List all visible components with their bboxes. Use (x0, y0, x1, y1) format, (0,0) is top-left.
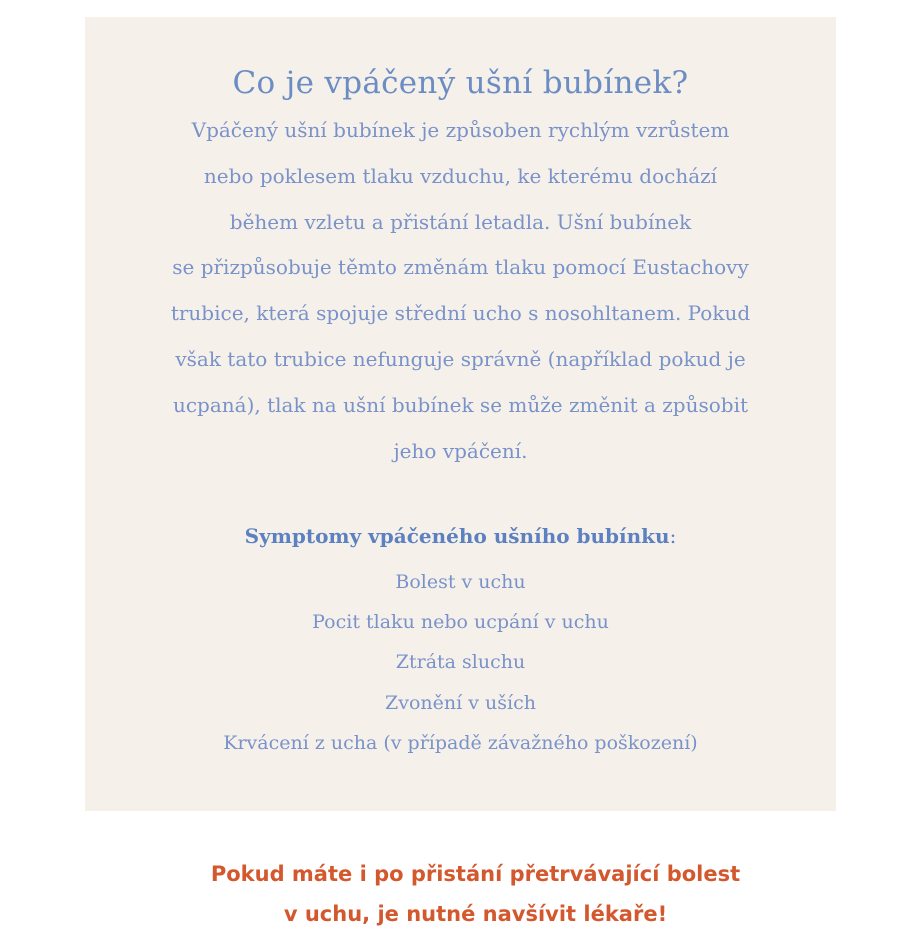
symptoms-heading (85, 521, 836, 551)
intro-paragraph (113, 108, 808, 474)
warning-line: Pokud máte i po přistání přetrvávající bolest (210, 862, 741, 886)
list-item: Zvonění v uších (385, 691, 536, 714)
card-title: Co je vpáčený ušní bubínek? (232, 65, 689, 101)
symptoms-heading-colon: : (669, 524, 677, 548)
list-item: Bolest v uchu (395, 571, 526, 593)
list-item: Pocit tlaku nebo ucpání v uchu (312, 611, 609, 634)
warning-line: v uchu, je nutné navšívit lékaře! (283, 902, 668, 926)
intro-line: nebo poklesem tlaku vzduchu, ke kterému dochází (203, 163, 718, 188)
intro-line: během vzletu a přistání letadla. Ušní bubínek (229, 209, 692, 234)
list-item: Ztráta sluchu (395, 651, 526, 674)
intro-line: trubice, která spojuje střední ucho s nosohltanem. Pokud (170, 301, 751, 326)
intro-line: jeho vpáčení. (393, 438, 528, 463)
intro-line: však tato trubice nefunguje správně (například pokud je (175, 346, 746, 371)
intro-line: se přizpůsobuje těmto změnám tlaku pomocí Eustachovy (172, 255, 749, 280)
intro-line: ucpaná), tlak na ušní bubínek se může změnit a způsobit (172, 392, 749, 417)
symptoms-heading-text: Symptomy vpáčeného ušního bubínku (244, 524, 670, 548)
intro-line: Vpáčený ušní bubínek je způsoben rychlým vzrůstem (191, 118, 730, 142)
symptoms-list (85, 562, 836, 763)
warning-message (0, 854, 901, 934)
list-item: Krvácení z ucha (v případě závažného poškození) (223, 731, 698, 754)
info-card (85, 17, 836, 811)
